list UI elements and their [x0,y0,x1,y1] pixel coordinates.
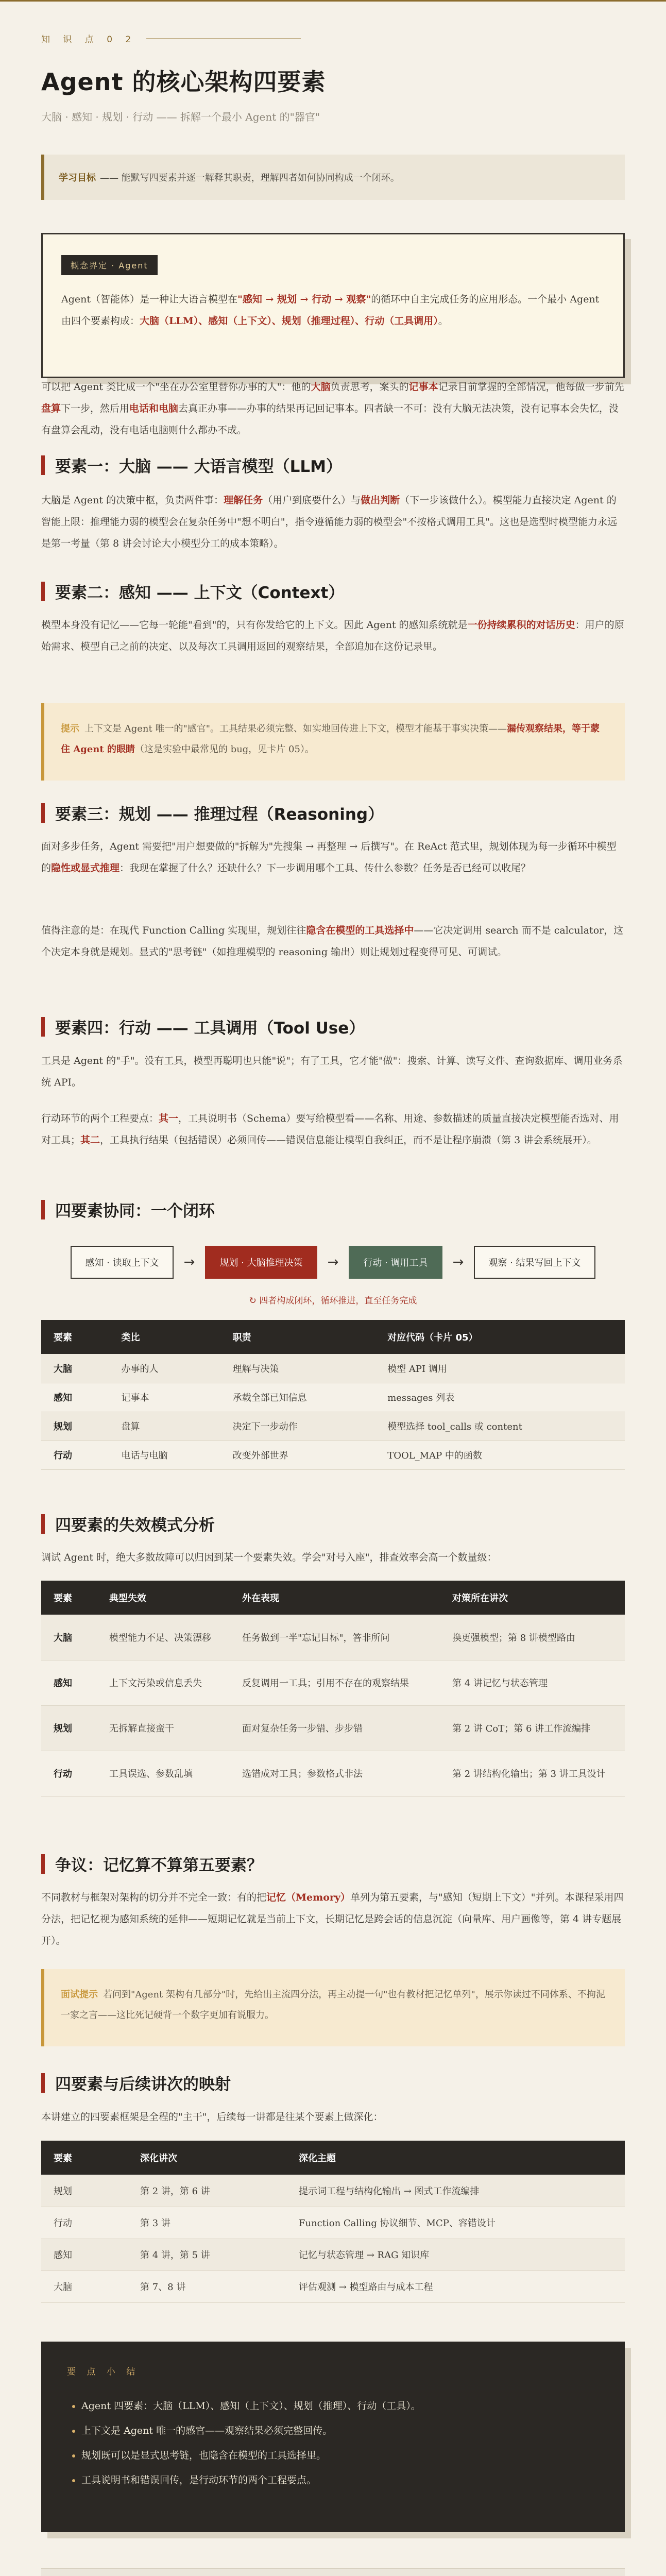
mapping-table: 要素 深化讲次 深化主题 规划 第 2 讲，第 6 讲 提示词工程与结构化输出 → 图式工作流编排 行动 第 3 讲 Function Calling 协议细节、MCP、容错设计 感知 第 4 讲，第 5 讲 记忆与状态管理 → RAG 知识库 大脑 第 7、8 讲 评估观测 → 模型路由与成本工程 [41,2141,625,2303]
section-action-text-1: 工具是 Agent 的"手"。没有工具，模型再聪明也只能"说"；有了工具，它才能"做"：搜索、计算、读写文件、查询数据库、调用业务系统 API。 [41,1055,623,1088]
list-item: • 规划既可以是显式思考链，也隐含在模型的工具选择里。 [81,2443,599,2468]
elements-table: 要素 类比 职责 对应代码（卡片 05） 大脑 办事的人 理解与决策 模型 API 调用 感知 记事本 承载全部已知信息 messages 列表 规划 盘算 决定下一步动作 模型选择 tool_calls 或 content 行动 电话与电脑 改变外部世界 TOOL_MAP 中的函数 [41,1320,625,1470]
flow-step-act: 行动 · 调用工具 [349,1246,442,1279]
table-row: 感知 上下文污染或信息丢失 反复调用一工具；引用不存在的观察结果 第 4 讲记忆与状态管理 [41,1660,625,1705]
table-row: 行动 工具误选、参数乱填 选错成对工具；参数格式非法 第 2 讲结构化输出；第 3 讲工具设计 [41,1751,625,1796]
kicker [41,32,625,45]
section-planning-text-2: 值得注意的是：在现代 Function Calling 实现里，规划往往隐含在模型的工具选择中——它决定调用 search 而不是 calculator，这个决定本身就是规划。显式的"思考链"（如推理模型的 reasoning 输出）则让规划过程变得可见、可调试。 [41,925,624,958]
table-row: 大脑 办事的人 理解与决策 模型 API 调用 [41,1354,625,1383]
section-failure-heading: 四要素的失效模式分析 [41,1512,625,1535]
section-mapping-heading: 四要素与后续讲次的映射 [41,2071,625,2094]
table-row: 感知 第 4 讲，第 5 讲 记忆与状态管理 → RAG 知识库 [41,2239,625,2270]
table-row: 大脑 第 7、8 讲 评估观测 → 模型路由与成本工程 [41,2270,625,2302]
table-row: 规划 无拆解直接蛮干 面对复杂任务一步错、步步错 第 2 讲 CoT；第 6 讲工作流编排 [41,1705,625,1751]
arrow-icon: → [452,1255,464,1270]
failure-table: 要素 典型失效 外在表现 对策所在讲次 大脑 模型能力不足、决策漂移 任务做到一半"忘记目标"，答非所问 换更强模型；第 8 讲模型路由 感知 上下文污染或信息丢失 反复调用一工具；引用不存在的观察结果 第 4 讲记忆与状态管理 规划 无拆解直接蛮干 面对复杂任务一步错、步步错 第 2 讲 CoT；第 6 讲工作流编排 行动 工具误选、参数乱填 选错成对工具；参数格式非法 第 2 讲结构化输出；第 3 讲工具设计 [41,1581,625,1797]
loop-flow [41,1246,625,1279]
intro-paragraph: 可以把 Agent 类比成一个"坐在办公室里替你办事的人"：他的大脑负责思考，案头的记事本记录目前掌握的全部情况，他每做一步前先盘算下一步，然后用电话和电脑去真正办事——办事的结果再记回记事本。四者缺一不可：没有大脑无法决策，没有记事本会失忆，没有盘算会乱动，没有电话电脑则什么都办不成。 [41,381,624,436]
page-subtitle: 大脑 · 感知 · 规划 · 行动 —— 拆解一个最小 Agent 的"器官" [41,111,320,123]
table-row: 感知 记事本 承载全部已知信息 messages 列表 [41,1383,625,1412]
memory-text: 不同教材与框架对架构的切分并不完全一致：有的把记忆（Memory）单列为第五要素，与"感知（短期上下文）"并列。本课程采用四分法，把记忆视为感知系统的延伸——短期记忆就是当前上下文，长期记忆是跨会话的信息沉淀（向量库、用户画像等，第 4 讲专题展开）。 [41,1892,624,1946]
flow-step-plan: 规划 · 大脑推理决策 [205,1246,317,1279]
loop-caption: ↻ 四者构成闭环，循环推进，直至任务完成 [249,1296,417,1306]
flow-step-perceive: 感知 · 读取上下文 [71,1246,173,1279]
learning-goal [41,155,625,200]
kicker-text: 知 识 点 0 2 [41,35,136,45]
section-action-text-2: 行动环节的两个工程要点：其一，工具说明书（Schema）要写给模型看——名称、用途、参数描述的质量直接决定模型能否选对、用对工具；其二，工具执行结果（包括错误）必须回传——错误信息能让模型自我纠正，而不是让程序崩溃（第 3 讲会系统展开）。 [41,1113,619,1146]
interview-tip: 面试提示 若问到"Agent 架构有几部分"时，先给出主流四分法，再主动提一句"也有教材把记忆单列"，展示你读过不同体系、不拘泥一家之言——这比死记硬背一个数字更加有说服力。 [41,1969,625,2046]
section-perception-text: 模型本身没有记忆——它每一轮能"看到"的，只有你发给它的上下文。因此 Agent 的感知系统就是一份持续累积的对话历史：用户的原始需求、模型自己之前的决定、以及每次工具调用返回的观察结果，全部追加在这份记录里。 [41,619,624,652]
flow-step-observe: 观察 · 结果写回上下文 [474,1246,595,1279]
section-perception-heading: 要素二：感知 —— 上下文（Context） [41,580,625,603]
section-brain-heading: 要素一：大脑 —— 大语言模型（LLM） [41,453,625,477]
section-planning-heading: 要素三：规划 —— 推理过程（Reasoning） [41,801,625,824]
concept-box [41,233,625,378]
list-item: • 工具说明书和错误回传，是行动环节的两个工程要点。 [81,2468,599,2493]
table-row: 行动 第 3 讲 Function Calling 协议细节、MCP、容错设计 [41,2207,625,2239]
summary-list [67,2394,599,2493]
concept-tag: 概念界定 · Agent [61,255,158,275]
arrow-icon: → [183,1255,195,1270]
section-planning-text-1: 面对多步任务，Agent 需要把"用户想要做的"拆解为"先搜集 → 再整理 → 后撰写"。在 ReAct 范式里，规划体现为每一步循环中模型的隐性或显式推理：我现在掌握了什么？还缺什么？下一步调用哪个工具、传什么参数？任务是否已经可以收尾？ [41,841,617,874]
arrow-icon: → [327,1255,339,1270]
section-memory-heading: 争议：记忆算不算第五要素？ [41,1852,625,1875]
perception-tip: 提示 上下文是 Agent 唯一的"感官"。工具结果必须完整、如实地回传进上下文，模型才能基于事实决策——漏传观察结果，等于蒙住 Agent 的眼睛（这是实验中最常见的 bug，见卡片 05）。 [41,703,625,781]
list-item: • 上下文是 Agent 唯一的感官——观察结果必须完整回传。 [81,2418,599,2443]
summary-title: 要 点 小 结 [67,2367,140,2377]
section-brain-text: 大脑是 Agent 的决策中枢，负责两件事：理解任务（用户到底要什么）与做出判断（下一步该做什么）。模型能力直接决定 Agent 的智能上限：推理能力弱的模型会在复杂任务中"想不明白"，指令遵循能力弱的模型会"不按格式调用工具"。这也是选型时模型能力永远是第一考量（第 8 讲会讨论大小模型分工的成本策略）。 [41,495,617,549]
table-row: 规划 第 2 讲，第 6 讲 提示词工程与结构化输出 → 图式工作流编排 [41,2175,625,2207]
table-row: 行动 电话与电脑 改变外部世界 TOOL_MAP 中的函数 [41,1440,625,1469]
exercise-box [41,2568,625,2576]
summary-box [41,2342,625,2532]
table-row: 大脑 模型能力不足、决策漂移 任务做到一半"忘记目标"，答非所问 换更强模型；第 8 讲模型路由 [41,1615,625,1660]
page-title: Agent 的核心架构四要素 [41,68,326,96]
table-row: 规划 盘算 决定下一步动作 模型选择 tool_calls 或 content [41,1412,625,1440]
section-action-heading: 要素四：行动 —— 工具调用（Tool Use） [41,1015,625,1038]
goal-label: 学习目标 [59,173,96,183]
mapping-intro: 本讲建立的四要素框架是全程的"主干"，后续每一讲都是往某个要素上做深化： [41,2111,383,2123]
section-loop-heading: 四要素协同：一个闭环 [41,1198,625,1221]
failure-intro: 调试 Agent 时，绝大多数故障可以归因到某一个要素失效。学会"对号入座"，排查效率会高一个数量级： [41,1552,497,1563]
list-item: • Agent 四要素：大脑（LLM）、感知（上下文）、规划（推理）、行动（工具）。 [81,2394,599,2418]
concept-text: Agent（智能体）是一种让大语言模型在"感知 → 规划 → 行动 → 观察"的循环中自主完成任务的应用形态。一个最小 Agent 由四个要素构成：大脑（LLM）、感知（上下文）、规划（推理过程）、行动（工具调用）。 [61,294,600,327]
goal-text: —— 能默写四要素并逐一解释其职责，理解四者如何协同构成一个闭环。 [100,173,400,183]
kicker-rule [146,38,301,39]
